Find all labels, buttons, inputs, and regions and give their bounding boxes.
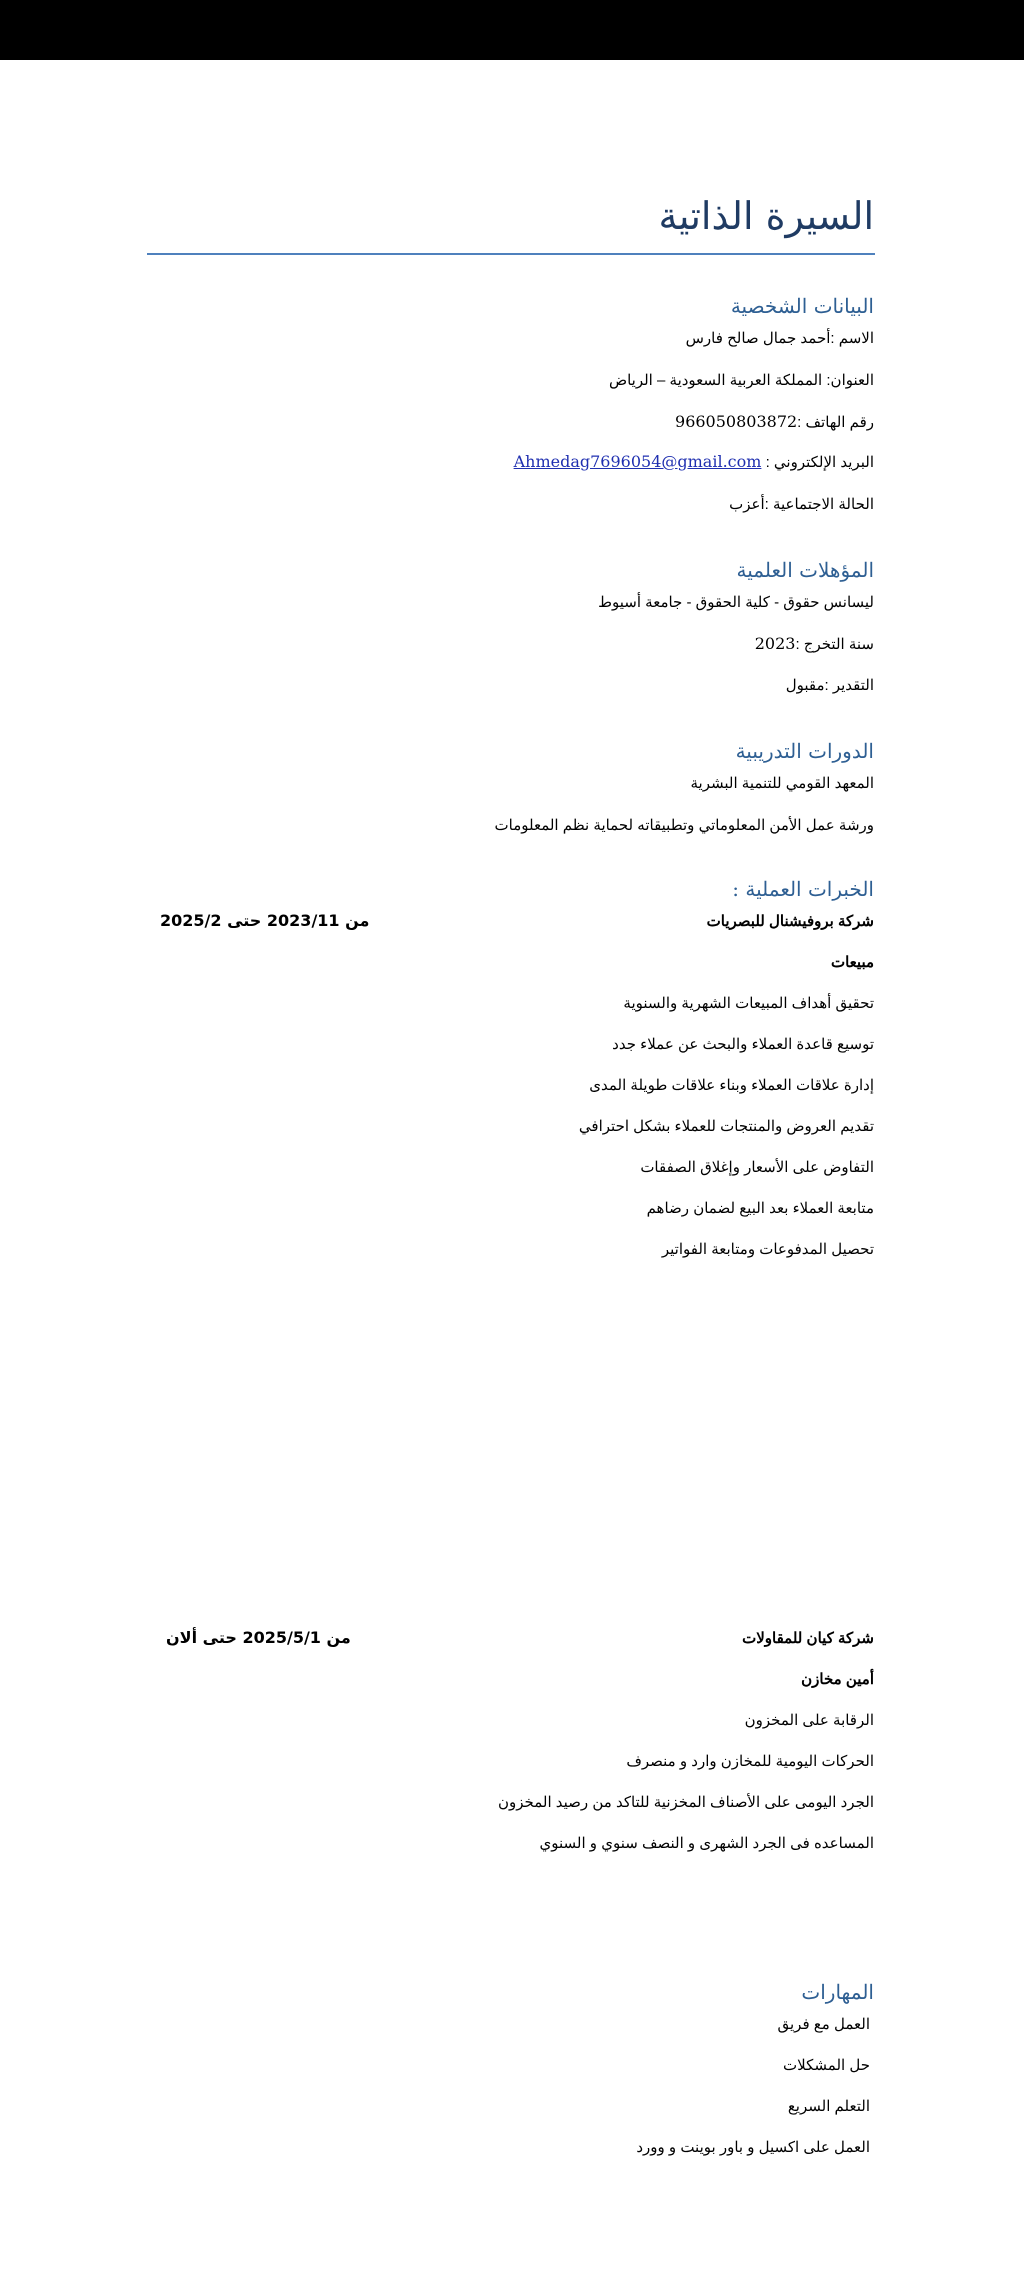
- job-task: توسيع قاعدة العملاء والبحث عن عملاء جدد: [612, 1036, 874, 1053]
- job-task: الرقابة على المخزون: [744, 1712, 874, 1729]
- job-task: إدارة علاقات العملاء وبناء علاقات طويلة المدى: [589, 1077, 874, 1094]
- job-task: تحصيل المدفوعات ومتابعة الفواتير: [661, 1241, 874, 1258]
- personal-address: العنوان: المملكة العربية السعودية – الرياض: [608, 372, 874, 389]
- job-company: شركة بروفيشنال للبصريات: [706, 913, 874, 930]
- job-task: تحقيق أهداف المبيعات الشهرية والسنوية: [623, 995, 874, 1012]
- personal-heading: البيانات الشخصية: [730, 294, 874, 318]
- courses-heading: الدورات التدريبية: [735, 739, 874, 763]
- course-item: المعهد القومي للتنمية البشرية: [690, 775, 874, 792]
- education-grade: التقدير :مقبول: [785, 677, 874, 694]
- document-title: السيرة الذاتية: [658, 194, 874, 238]
- job-task: المساعده فى الجرد الشهرى و النصف سنوي و السنوي: [539, 1835, 874, 1852]
- phone-label: رقم الهاتف :: [797, 414, 874, 431]
- experience-heading: الخبرات العملية :: [732, 877, 874, 901]
- personal-marital: الحالة الاجتماعية :أعزب: [729, 496, 874, 513]
- skill-item: العمل مع فريق: [777, 2016, 870, 2033]
- course-item: ورشة عمل الأمن المعلوماتي وتطبيقاته لحماية نظم المعلومات: [494, 817, 874, 834]
- email-label: البريد الإلكتروني :: [765, 454, 874, 471]
- job-task: الجرد اليومى على الأصناف المخزنية للتاكد من رصيد المخزون: [497, 1794, 874, 1811]
- education-degree: ليسانس حقوق - كلية الحقوق - جامعة أسيوط: [598, 594, 874, 611]
- job-task: التفاوض على الأسعار وإغلاق الصفقات: [640, 1159, 874, 1176]
- job-task: تقديم العروض والمنتجات للعملاء بشكل احترافي: [578, 1118, 874, 1135]
- job-task: الحركات اليومية للمخازن وارد و منصرف: [626, 1753, 874, 1770]
- education-year-line: [755, 634, 874, 653]
- phone-number: 966050803872: [675, 412, 798, 431]
- job-period: من 2025/5/1 حتى ألان: [166, 1628, 351, 1647]
- skill-item: التعلم السريع: [787, 2098, 870, 2115]
- education-heading: المؤهلات العلمية: [736, 558, 874, 582]
- job-task: متابعة العملاء بعد البيع لضمان رضاهم: [646, 1200, 874, 1217]
- personal-phone-line: [675, 412, 874, 431]
- title-underline: [147, 253, 875, 255]
- personal-email-line: [514, 452, 874, 471]
- skill-item: حل المشكلات: [783, 2057, 870, 2074]
- email-link[interactable]: Ahmedag7696054@gmail.com: [513, 452, 762, 471]
- top-black-bar: [0, 0, 1024, 60]
- job-role: أمين مخازن: [801, 1671, 874, 1688]
- skill-item: العمل على اكسيل و باور بوينت و وورد: [636, 2139, 870, 2156]
- job-company: شركة كيان للمقاولات: [742, 1630, 874, 1647]
- personal-name: الاسم :أحمد جمال صالح فارس: [685, 330, 874, 347]
- job-period: من 2023/11 حتى 2025/2: [160, 911, 370, 930]
- skills-heading: المهارات: [801, 1980, 874, 2004]
- year-value: 2023: [754, 634, 796, 653]
- year-label: سنة التخرج :: [795, 636, 874, 653]
- job-role: مبيعات: [830, 954, 874, 971]
